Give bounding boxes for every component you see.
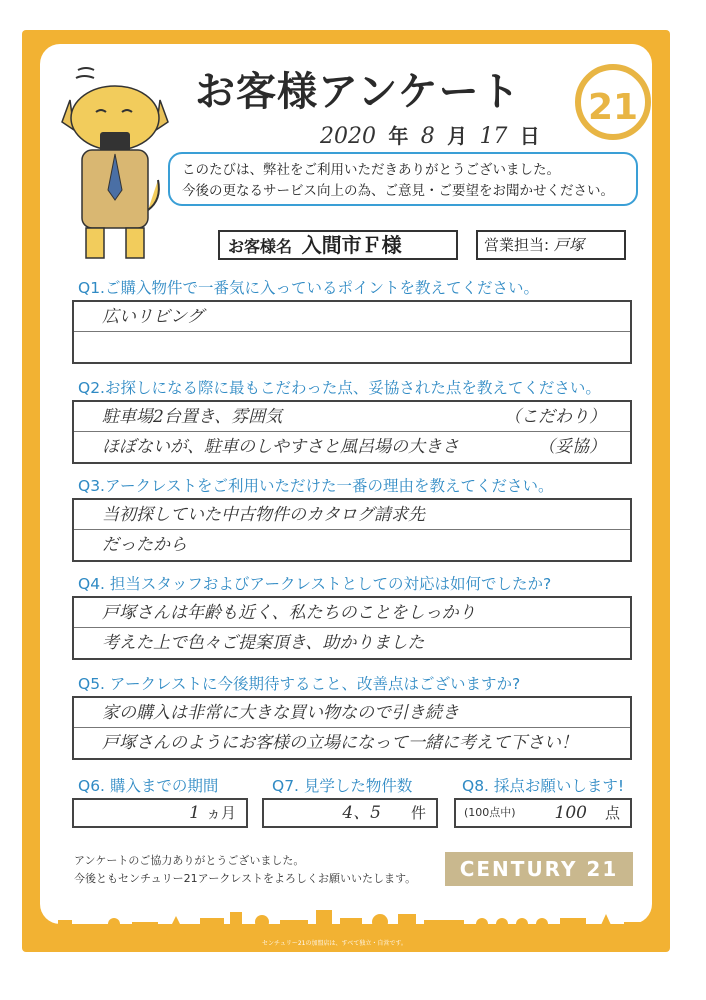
thanks-line-2: 今後ともセンチュリー21アークレストをよろしくお願いいたします。 [74, 872, 417, 885]
answer-5-line-1: 家の購入は非常に大きな買い物なので引き続き [74, 698, 630, 728]
date-day-label: 日 [519, 124, 540, 148]
answer-4-line-2: 考えた上で色々ご提案頂き、助かりました [102, 633, 425, 653]
answer-8-value: 100 [554, 803, 587, 823]
answer-box-2 [72, 400, 632, 464]
answer-2-text-2: ほぼないが、駐車のしやすさと風呂場の大きさ [102, 437, 459, 457]
century21-circle-logo: 21 [575, 64, 651, 140]
answer-5-line-2: 戸塚さんのようにお客様の立場になって一緒に考えて下さい！ [102, 733, 578, 753]
answer-1-line-2 [74, 332, 630, 362]
date-month: 8 [420, 124, 435, 149]
answer-3-line-1: 当初探していた中古物件のカタログ請求先 [74, 500, 630, 530]
date-month-label: 月 [447, 124, 468, 148]
staff-box [476, 230, 626, 260]
greeting-line-2: 今後の更なるサービス向上の為、ご意見・ご要望をお聞かせください。 [182, 183, 614, 199]
question-2: Q2.お探しになる際に最もこだわった点、妥協された点を教えてください。 [78, 379, 601, 397]
question-5: Q5. アークレストに今後期待すること、改善点はございますか? [78, 675, 521, 693]
answer-6-value: 1 [189, 803, 200, 823]
date-day: 17 [479, 124, 508, 149]
date-year-label: 年 [388, 124, 409, 148]
answer-8-prefix: (100点中) [464, 806, 516, 819]
customer-name-box [218, 230, 458, 260]
answer-8-unit: 点 [604, 804, 620, 822]
answer-box-4 [72, 596, 632, 660]
answer-box-1 [72, 300, 632, 364]
page-title: お客様アンケート [195, 69, 521, 115]
answer-2-note-1: （こだわり） [504, 407, 606, 427]
answer-box-7 [262, 798, 438, 828]
answer-2-note-2: （妥協） [538, 437, 606, 457]
dog-mascot-illustration [60, 60, 170, 270]
question-1: Q1.ご購入物件で一番気に入っているポイントを教えてください。 [78, 279, 539, 297]
thanks-line-1: アンケートのご協力ありがとうございました。 [74, 854, 305, 867]
greeting-line-1: このたびは、弊社をご利用いただきありがとうございました。 [182, 162, 560, 178]
answer-4-line-1: 戸塚さんは年齢も近く、私たちのことをしっかり [74, 598, 630, 628]
answer-2-line-2 [74, 432, 630, 462]
customer-name-label: お客様名 [228, 237, 293, 256]
survey-date [320, 120, 546, 149]
date-year: 2020 [320, 124, 376, 149]
answer-box-6 [72, 798, 248, 828]
question-6: Q6. 購入までの期間 [78, 777, 219, 795]
greeting-speech-bubble [168, 152, 638, 206]
question-8: Q8. 採点お願いします! [462, 777, 625, 795]
answer-3-line-2: だったから [102, 535, 187, 555]
answer-6-unit: ヵ月 [205, 804, 236, 822]
question-7: Q7. 見学した物件数 [272, 777, 413, 795]
thanks-message [74, 852, 416, 888]
staff-name: 戸塚 [553, 236, 584, 254]
answer-box-3 [72, 498, 632, 562]
question-3: Q3.アークレストをご利用いただけた一番の理由を教えてください。 [78, 477, 554, 495]
franchise-footnote: センチュリー21の加盟店は、すべて独立・自営です。 [262, 940, 407, 947]
answer-box-5 [72, 696, 632, 760]
century21-brand-logo: CENTURY 21 [445, 852, 633, 886]
townscape-illustration [40, 906, 652, 936]
answer-1-line-1: 広いリビング [74, 302, 630, 332]
staff-label: 営業担当: [484, 236, 550, 254]
answer-box-8 [454, 798, 632, 828]
answer-2-text-1: 駐車場2台置き、雰囲気 [102, 407, 283, 427]
answer-7-value: 4、5 [342, 803, 381, 823]
answer-7-unit: 件 [410, 804, 426, 822]
customer-name-value: 入間市Ｆ様 [301, 233, 402, 257]
question-4: Q4. 担当スタッフおよびアークレストとしての対応は如何でしたか? [78, 575, 552, 593]
answer-2-line-1 [74, 402, 630, 432]
